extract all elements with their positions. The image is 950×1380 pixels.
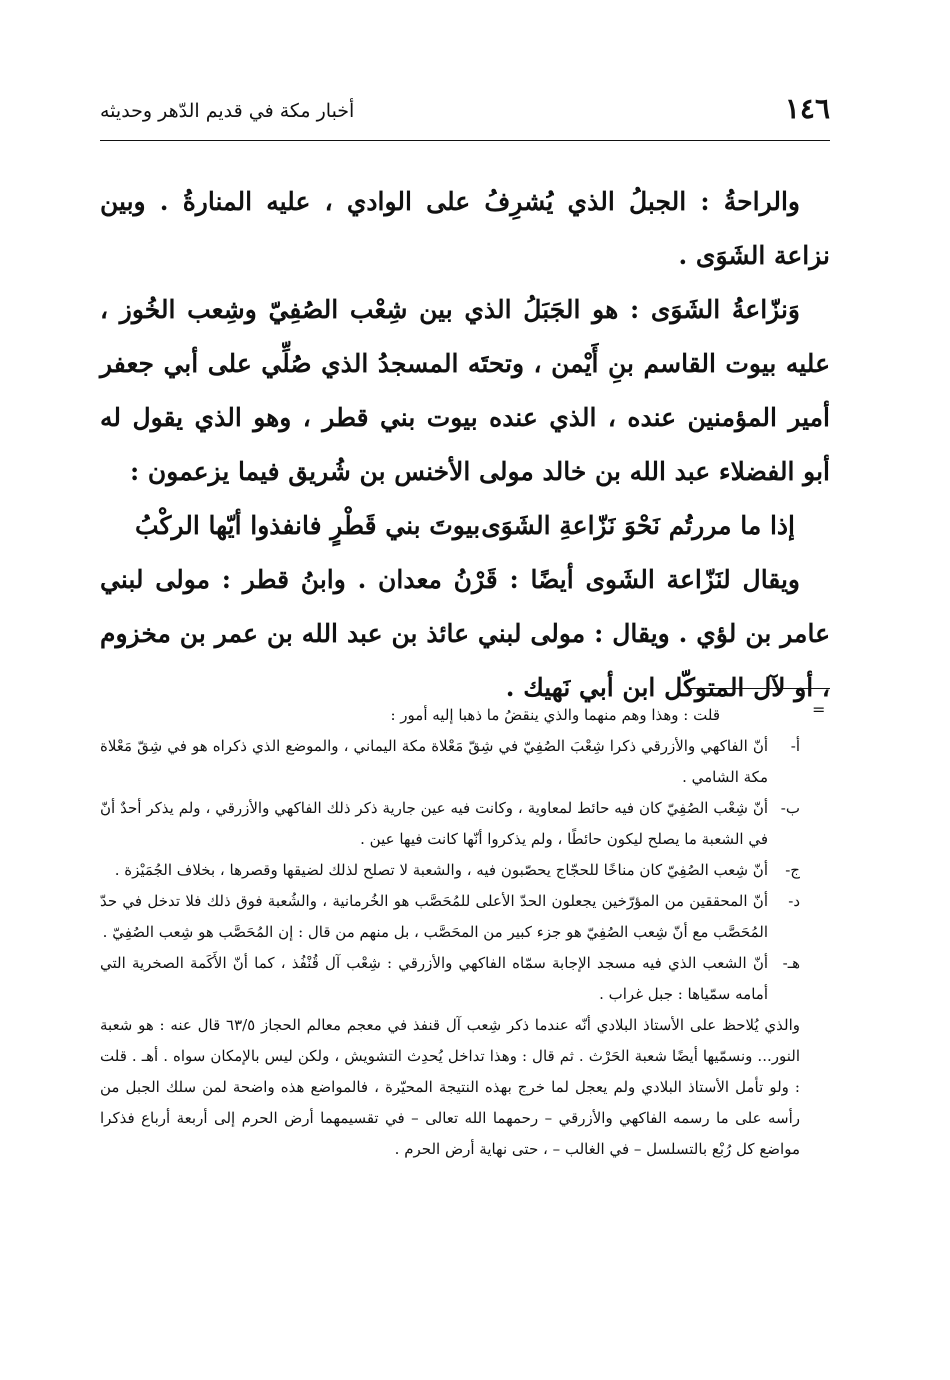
footnote-item <box>100 886 800 948</box>
page-header <box>100 92 830 132</box>
footnote-continuation-mark: = <box>812 700 826 719</box>
paragraph-rahah: والراحةُ : الجبلُ الذي يُشرِفُ على الوادي ، عليه المنارةُ . وبين نزاعة الشَوَى . <box>100 187 830 270</box>
footnote-item <box>100 793 800 855</box>
footnote-item-text: أنّ شِعب الصُفِيّ كان مناخًا للحجّاج يحصّبون فيه ، والشعبة لا تصلح لذلك لضيقها وقصرها ، بخلاف الجُمَيْزة . <box>114 861 768 879</box>
footnote-item <box>100 731 800 793</box>
footnote-item-text: أنّ الشعب الذي فيه مسجد الإجابة سمّاه الفاكهي والأزرقي : شِعْب آل قُنْفُذ ، كما أنّ الأَكَمة الصخرية التي أمامه سمّياها : جبل غراب . <box>100 954 768 1003</box>
footnote-divider <box>690 688 830 689</box>
running-title: أخبار مكة في قديم الدّهر وحديثه <box>100 100 355 122</box>
main-text <box>100 175 830 715</box>
footnote-item-label: هـ- <box>782 954 800 972</box>
footnote-item <box>100 948 800 1010</box>
verse-first-hemistich: إذا ما مررتُم نَحْوَ نَزّاعةِ الشَوَى <box>481 511 795 540</box>
poetry-verse <box>100 499 830 553</box>
footnotes <box>100 700 800 1165</box>
footnote-item-label: ب- <box>780 799 800 817</box>
footnote-item-label: أ- <box>790 737 800 755</box>
footnote-item-label: ج- <box>785 861 800 879</box>
footnote-item <box>100 855 800 886</box>
verse-second-hemistich: بيوتَ بني قَطْرٍ فانفذوا أيّها الركْبُ <box>135 511 481 540</box>
footnote-item-text: أنّ شِعْب الصُفِيّ كان فيه حائط لمعاوية ، وكانت فيه عين جارية ذكر ذلك الفاكهي والأزرقي ، ولم يذكر أحدٌ أنّ في الشعبة ما يصلح ليكون حائطًا ، ولم يذكروا أنّها كانت فيها عين . <box>100 799 768 848</box>
header-divider <box>100 140 830 141</box>
page-number: ١٤٦ <box>784 92 830 125</box>
footnote-closing: والذي يُلاحظ على الأستاذ البلادي أنّه عندما ذكر شِعب آل قنفذ في معجم معالم الحجاز ٦٣/٥ قال عنه : هو شعبة النور... ونسمّيها أيضًا شعبة الحَرْث . ثم قال : وهذا تداخل يُحدِث التشويش ، ولكن ليس بالإمكان سواه . أهـ . قلت : ولو تأمل الأستاذ البلادي ولم يعجل لما خرج بهذه النتيجة المحيّرة ، فالمواضع هذه واضحة لمن سلك الجبل من رأسه على ما رسمه الفاكهي والأزرقي – رحمهما الله تعالى – في تقسيمهما أرض الحرم إلى أربعة أرباع فذكرا مواضع كل رُبْع بالتسلسل – في الغالب – ، حتى نهاية أرض الحرم . <box>100 1016 800 1158</box>
footnote-item-text: أنّ المحققين من المؤرّخين يجعلون الحدّ الأعلى للمُحَصَّب هو الخُرمانية ، والشُعبة فوق ذلك فلا تدخل في حدّ المُحَصَّب مع أنّ شِعب الصُفِيّ هو جزء كبير من المحَصَّب ، بل منهم من قال : إن المُحَصَّب هو شِعب الصُفِيّ . <box>100 892 768 941</box>
footnote-item-label: د- <box>788 892 800 910</box>
paragraph-qarn-madan: ويقال لنَزّاعة الشَوى أيضًا : قَرْنُ معدان . وابنُ قطر : مولى لبني عامر بن لؤي . ويقال : مولى لبني عائذ بن عبد الله بن عمر بن مخزوم ، أو لآل المتوكّل ابن أبي نَهيك . <box>100 565 830 702</box>
paragraph-nazzaat-alshawa: وَنزّاعةُ الشَوَى : هو الجَبَلُ الذي بين شِعْب الصُفِيّ وشِعب الخُوز ، عليه بيوت القاسم بنِ أَيْمن ، وتحتَه المسجدُ الذي صُلِّي على أبي جعفر أمير المؤمنين عنده ، الذي عنده بيوت بني قطر ، وهو الذي يقول له أبو الفضلاء عبد الله بن خالد مولى الأخنس بن شُريق فيما يزعمون : <box>100 295 830 486</box>
footnote-intro: قلت : وهذا وهم منهما والذي ينقضُ ما ذهبا إليه أمور : <box>390 706 720 724</box>
footnote-item-text: أنّ الفاكهي والأزرقي ذكرا شِعْبَ الصُفِيّ في شِقّ مَعْلاة مكة اليماني ، والموضع الذي ذكراه هو في شِقّ مَعْلاة مكة الشامي . <box>100 737 768 786</box>
